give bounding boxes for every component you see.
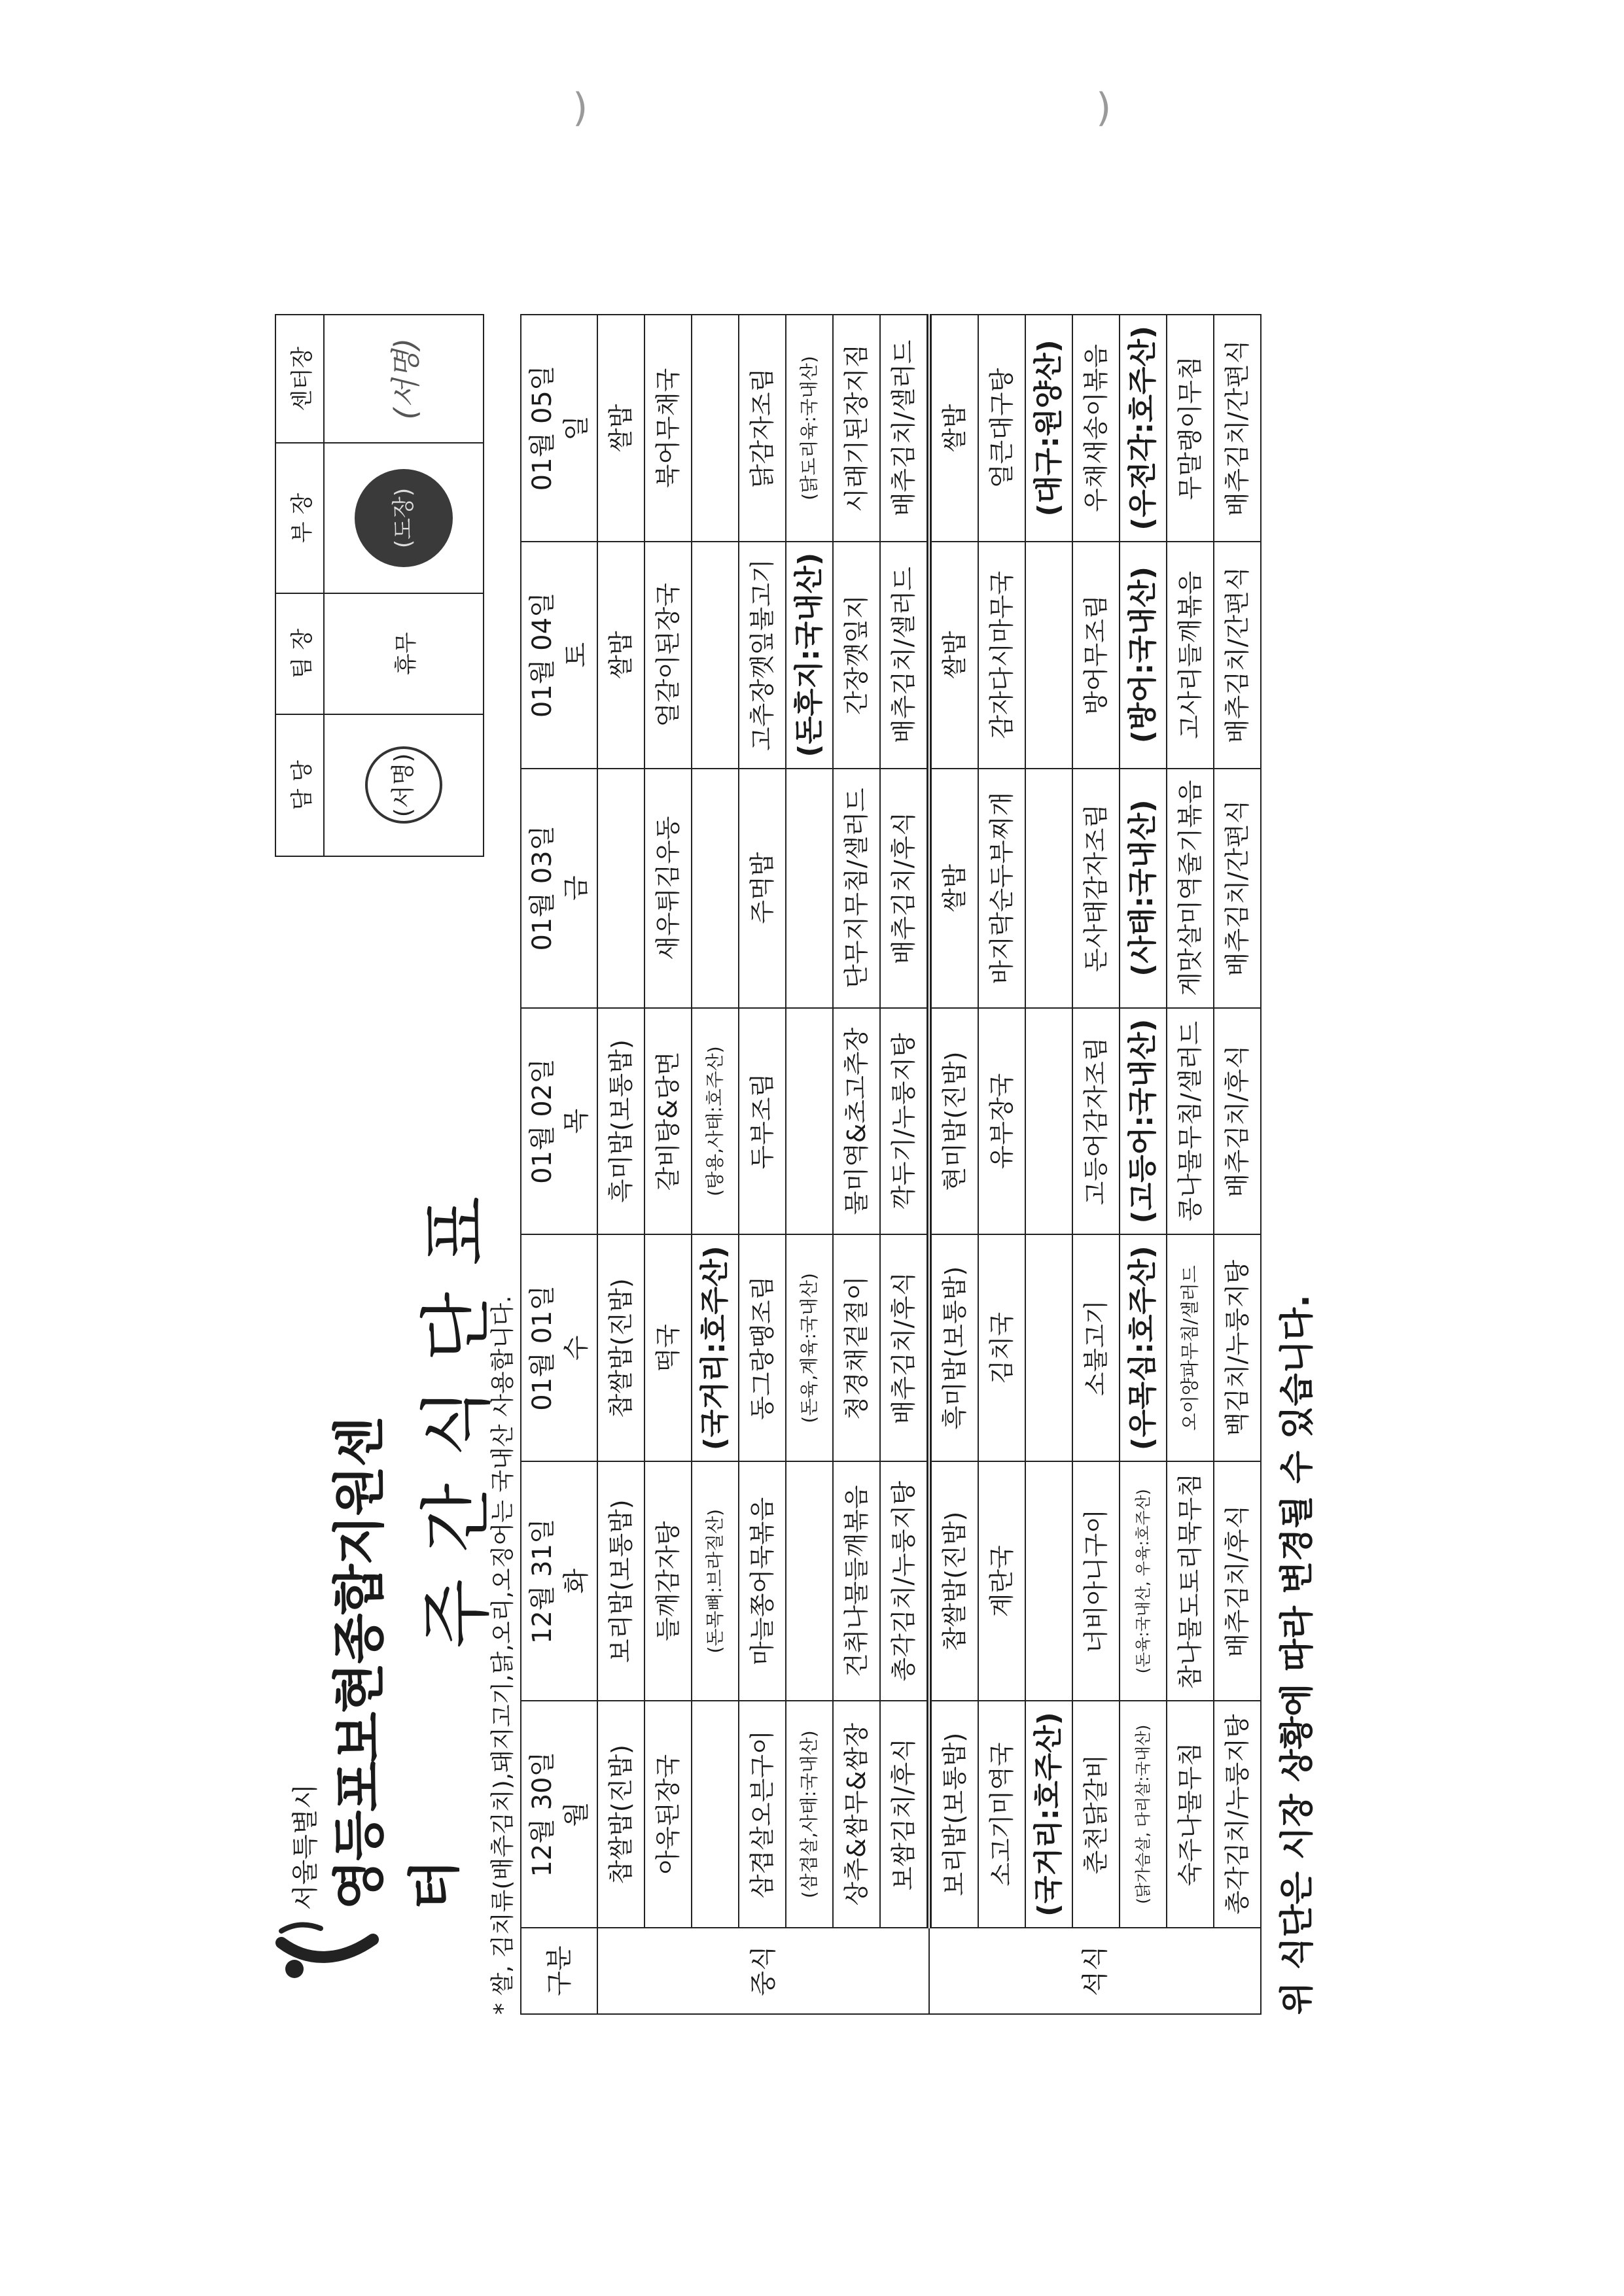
- menu-cell: 얼큰대구탕: [978, 315, 1025, 542]
- menu-cell: 보쌈김치/후식: [880, 1701, 929, 1928]
- menu-cell: (국거리:호주산): [1025, 1701, 1072, 1928]
- lunch-row: [692, 315, 739, 2014]
- origin-note: * 쌀, 김치류(배추김치),돼지고기,닭,오리,오징어는 국내산 사용합니다.: [489, 1295, 516, 2015]
- menu-cell: 흑미밥(보통밥): [597, 1008, 644, 1235]
- menu-cell: 찹쌀밥(진밥): [597, 1701, 644, 1928]
- menu-cell: 소불고기: [1072, 1234, 1120, 1461]
- menu-cell: 찹쌀밥(진밥): [929, 1461, 978, 1701]
- menu-cell: 숙주나물무침: [1167, 1701, 1214, 1928]
- menu-cell: 배추김치/샐러드: [880, 542, 929, 769]
- menu-sheet: [262, 314, 1317, 2015]
- menu-cell: (닭가슴살, 다리살:국내산): [1120, 1701, 1167, 1928]
- approval-header-team-lead: 팀 장: [275, 593, 324, 714]
- day-date: 12월 30일: [527, 1751, 557, 1877]
- menu-cell: 삼겹살오븐구이: [739, 1701, 786, 1928]
- menu-cell: 고사리들깨볶음: [1167, 542, 1214, 769]
- day-date: 01월 02일: [527, 1058, 557, 1184]
- menu-cell: (우전각:호주산): [1120, 315, 1167, 542]
- lunch-row: [880, 315, 929, 2014]
- org-city: 서울특별시: [291, 1783, 321, 1910]
- menu-cell: 배추김치/후식: [1214, 1461, 1261, 1701]
- day-header: [521, 1008, 597, 1235]
- menu-cell: 배추김치/간편식: [1214, 769, 1261, 1008]
- org-header: [262, 1400, 465, 1989]
- menu-cell: 동그랑땡조림: [739, 1234, 786, 1461]
- day-dow: 금: [561, 875, 591, 901]
- menu-cell: [1025, 542, 1072, 769]
- menu-cell: 깍두기/누룽지탕: [880, 1008, 929, 1235]
- scan-mark-left: ): [573, 85, 588, 131]
- menu-cell: 쌀밥: [929, 315, 978, 542]
- menu-cell: 춘천닭갈비: [1072, 1701, 1120, 1928]
- menu-cell: 돈사태감자조림: [1072, 769, 1120, 1008]
- menu-cell: [1025, 1461, 1072, 1701]
- scan-mark-right: ): [1096, 85, 1112, 131]
- approval-team-lead-cell: 휴무: [324, 593, 484, 714]
- day-header: [521, 542, 597, 769]
- menu-cell: (돈후지:국내산): [786, 542, 833, 769]
- dinner-row: [978, 315, 1025, 2014]
- menu-cell: [692, 315, 739, 542]
- day-header: [521, 315, 597, 542]
- menu-cell: 갈비탕&당면: [644, 1008, 692, 1235]
- menu-cell: (닭도리육:국내산): [786, 315, 833, 542]
- menu-cell: 고등어감자조림: [1072, 1008, 1120, 1235]
- menu-cell: 쌀밥: [929, 542, 978, 769]
- menu-cell: 물미역&초고추장: [833, 1008, 880, 1235]
- menu-cell: [692, 542, 739, 769]
- corner-header: 구분: [521, 1928, 597, 2014]
- day-date: 12월 31일: [527, 1518, 557, 1644]
- day-header: [521, 1461, 597, 1701]
- menu-cell: 쌀밥: [929, 769, 978, 1008]
- manager-seal-stamp: (도장): [355, 469, 453, 567]
- menu-cell: [1025, 1008, 1072, 1235]
- day-dow: 일: [561, 415, 591, 441]
- menu-cell: 보리밥(보통밥): [929, 1701, 978, 1928]
- menu-cell: 단무지무침/샐러드: [833, 769, 880, 1008]
- menu-cell: 게맛살미역줄기볶음: [1167, 769, 1214, 1008]
- menu-cell: 배추김치/간편식: [1214, 542, 1261, 769]
- approval-director-cell: [324, 315, 484, 443]
- dinner-row: [1120, 315, 1167, 2014]
- menu-cell: 시래기된장지짐: [833, 315, 880, 542]
- menu-cell: 쌀밥: [597, 315, 644, 542]
- menu-cell: 주먹밥: [739, 769, 786, 1008]
- day-date: 01월 01일: [527, 1285, 557, 1411]
- menu-cell: 소고기미역국: [978, 1701, 1025, 1928]
- menu-cell: 닭감자조림: [739, 315, 786, 542]
- menu-cell: 총각김치/누룽지탕: [880, 1461, 929, 1701]
- menu-cell: 무말랭이무침: [1167, 315, 1214, 542]
- menu-cell: 감자다시마무국: [978, 542, 1025, 769]
- menu-cell: 아욱된장국: [644, 1701, 692, 1928]
- lunch-row: [833, 315, 880, 2014]
- menu-cell: 우채새송이볶음: [1072, 315, 1120, 542]
- dinner-row: [1025, 315, 1072, 2014]
- director-signature: (서명): [388, 338, 423, 420]
- menu-body: [597, 315, 1261, 2014]
- menu-cell: [786, 769, 833, 1008]
- menu-cell: (대구:원양산): [1025, 315, 1072, 542]
- menu-cell: 떡국: [644, 1234, 692, 1461]
- menu-cell: 배추김치/후식: [880, 769, 929, 1008]
- org-name: 영등포보현종합지원센터: [329, 1418, 465, 1910]
- menu-cell: 청경채겉절이: [833, 1234, 880, 1461]
- menu-cell: (사태:국내산): [1120, 769, 1167, 1008]
- lunch-row: [739, 315, 786, 2014]
- menu-cell: 북어무채국: [644, 315, 692, 542]
- menu-cell: 배추김치/샐러드: [880, 315, 929, 542]
- dinner-row: [1072, 315, 1120, 2014]
- menu-cell: [1025, 1234, 1072, 1461]
- menu-cell: (돈육:국내산, 우육:호주산): [1120, 1461, 1167, 1701]
- menu-cell: 상추&쌈무&쌈장: [833, 1701, 880, 1928]
- staff-signature-stamp: (서명): [365, 746, 442, 824]
- menu-cell: 배추김치/후식: [1214, 1008, 1261, 1235]
- dinner-row: [1214, 315, 1261, 2014]
- menu-cell: 바지락순두부찌개: [978, 769, 1025, 1008]
- menu-cell: [692, 769, 739, 1008]
- day-header: [521, 1234, 597, 1461]
- menu-cell: 방어무조림: [1072, 542, 1120, 769]
- menu-cell: 총각김치/누룽지탕: [1214, 1701, 1261, 1928]
- menu-cell: [786, 1008, 833, 1235]
- day-date: 01월 04일: [527, 592, 557, 718]
- dinner-label: 석식: [929, 1928, 1261, 2014]
- day-dow: 토: [561, 642, 591, 668]
- org-logo-icon: [268, 1917, 380, 1989]
- dinner-row: [1167, 315, 1214, 2014]
- weekly-menu-table: [520, 314, 1262, 2015]
- menu-cell: [692, 1701, 739, 1928]
- menu-cell: [597, 769, 644, 1008]
- day-date: 01월 03일: [527, 825, 557, 951]
- menu-cell: [786, 1461, 833, 1701]
- lunch-label: 중식: [597, 1928, 929, 2014]
- day-header: [521, 769, 597, 1008]
- menu-cell: 고추장깻잎불고기: [739, 542, 786, 769]
- menu-cell: 배추김치/후식: [880, 1234, 929, 1461]
- approval-header-manager: 부 장: [275, 443, 324, 593]
- menu-cell: 건취나물들깨볶음: [833, 1461, 880, 1701]
- day-dow: 수: [561, 1335, 591, 1361]
- menu-cell: 유부장국: [978, 1008, 1025, 1235]
- menu-cell: 흑미밥(보통밥): [929, 1234, 978, 1461]
- day-dow: 목: [561, 1108, 591, 1134]
- menu-cell: 배추김치/간편식: [1214, 315, 1261, 542]
- menu-cell: 계란국: [978, 1461, 1025, 1701]
- menu-cell: 간장깻잎지: [833, 542, 880, 769]
- menu-cell: (우목심:호주산): [1120, 1234, 1167, 1461]
- menu-cell: (삼겹살,사태:국내산): [786, 1701, 833, 1928]
- menu-cell: 현미밥(진밥): [929, 1008, 978, 1235]
- menu-cell: (돈목뼈:브라질산): [692, 1461, 739, 1701]
- approval-manager-cell: [324, 443, 484, 593]
- menu-cell: 오이양파무침/샐러드: [1167, 1234, 1214, 1461]
- lunch-row: [644, 315, 692, 2014]
- menu-cell: 보리밥(보통밥): [597, 1461, 644, 1701]
- menu-cell: 콩나물무침/샐러드: [1167, 1008, 1214, 1235]
- dinner-row: [929, 315, 978, 2014]
- lunch-row: [597, 315, 644, 2014]
- approval-header-staff: 담 당: [275, 714, 324, 856]
- day-dow: 화: [561, 1568, 591, 1594]
- menu-cell: 김치국: [978, 1234, 1025, 1461]
- menu-cell: (탕용,사태:호주산): [692, 1008, 739, 1235]
- menu-cell: 새우튀김우동: [644, 769, 692, 1008]
- menu-cell: 쌀밥: [597, 542, 644, 769]
- menu-cell: 들깨감자탕: [644, 1461, 692, 1701]
- menu-cell: 찹쌀밥(진밥): [597, 1234, 644, 1461]
- menu-cell: 마늘쫑어묵볶음: [739, 1461, 786, 1701]
- day-date: 01월 05일: [527, 365, 557, 491]
- approval-header-director: 센터장: [275, 315, 324, 443]
- day-header: [521, 1701, 597, 1928]
- menu-cell: (고등어:국내산): [1120, 1008, 1167, 1235]
- approval-staff-cell: [324, 714, 484, 856]
- change-notice: 위 식단은 시장 상황에 따라 변경될 수 있습니다.: [1278, 1295, 1317, 2015]
- page-title: 주간식단표: [415, 1170, 499, 1648]
- approval-box: [275, 314, 484, 857]
- menu-cell: 두부조림: [739, 1008, 786, 1235]
- menu-cell: 참나물도토리묵무침: [1167, 1461, 1214, 1701]
- menu-cell: [1025, 769, 1072, 1008]
- menu-cell: 백김치/누룽지탕: [1214, 1234, 1261, 1461]
- menu-cell: 너비아니구이: [1072, 1461, 1120, 1701]
- menu-cell: (국거리:호주산): [692, 1234, 739, 1461]
- menu-cell: 얼갈이된장국: [644, 542, 692, 769]
- menu-cell: (방어:국내산): [1120, 542, 1167, 769]
- day-dow: 월: [561, 1801, 591, 1827]
- lunch-row: [786, 315, 833, 2014]
- menu-header-row: [521, 315, 597, 2014]
- menu-cell: (돈육,계육:국내산): [786, 1234, 833, 1461]
